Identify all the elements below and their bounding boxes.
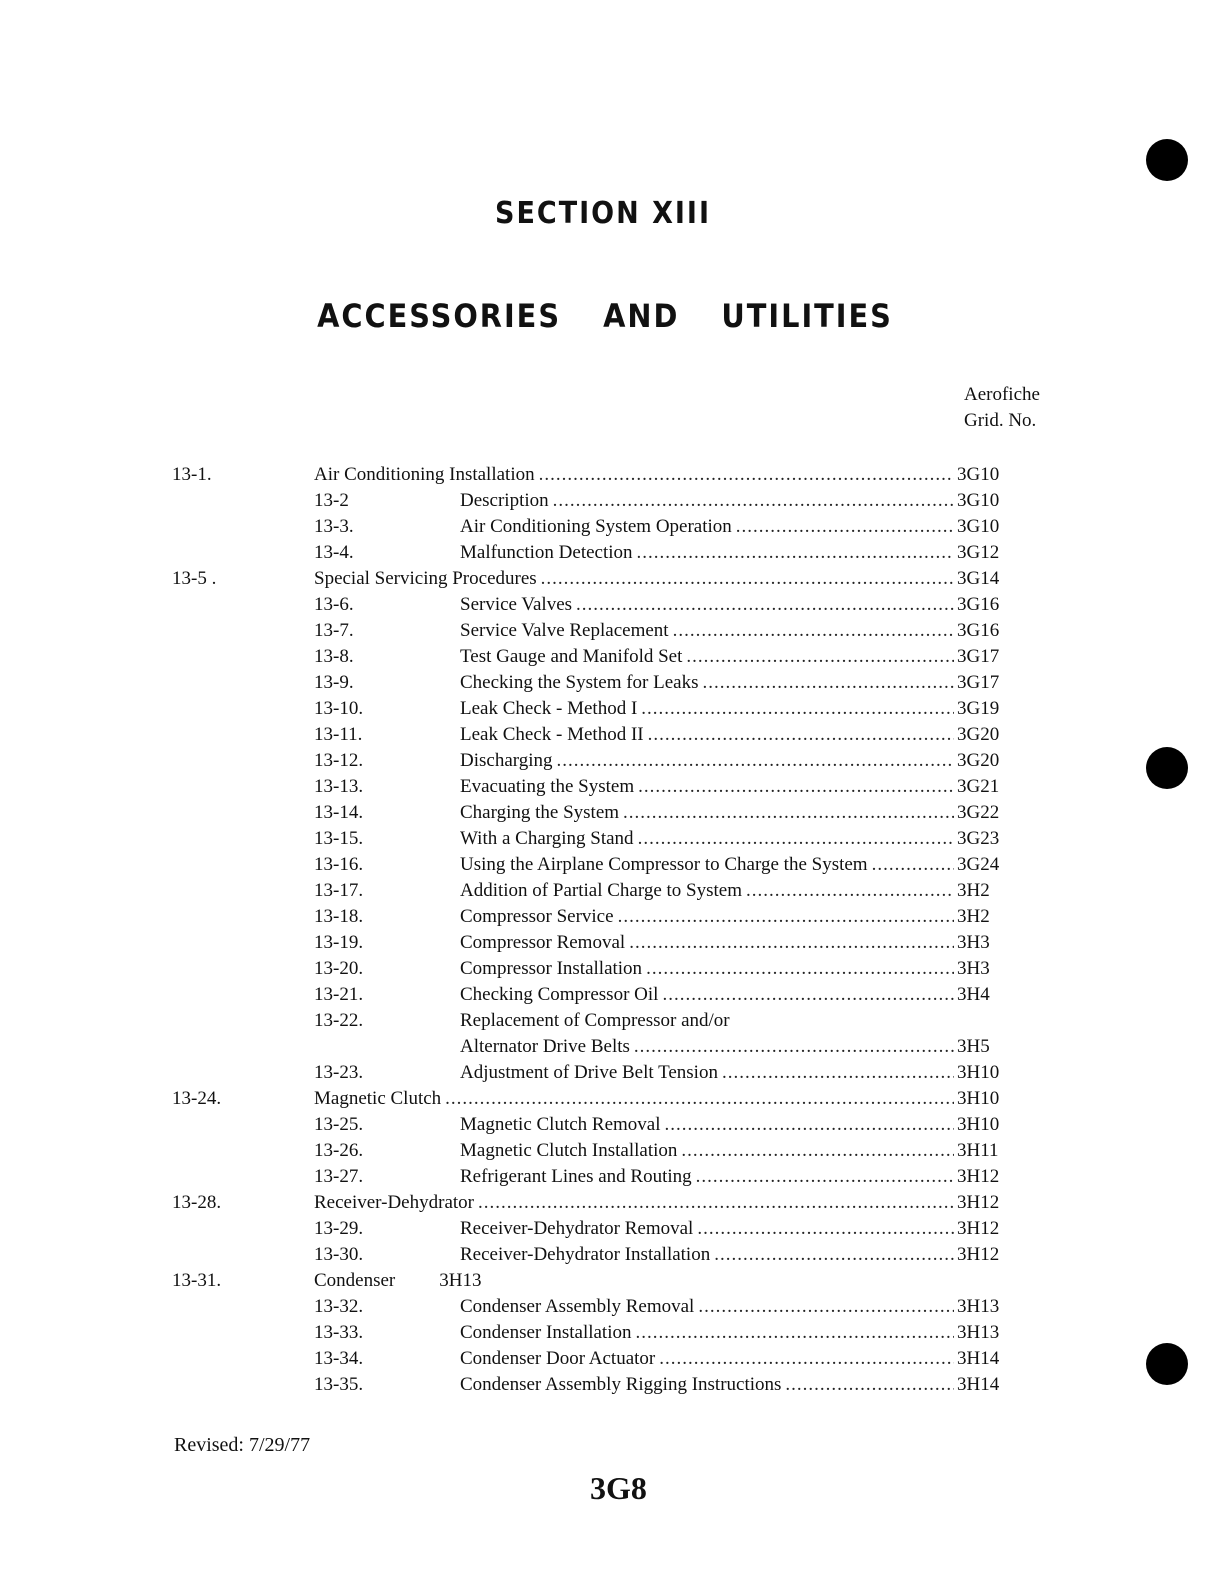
dot-leader	[785, 1372, 954, 1398]
toc-entry-number: 13-20.	[314, 958, 364, 979]
dot-leader	[445, 1086, 954, 1112]
toc-entry-title: Receiver-Dehydrator Installation	[460, 1244, 711, 1265]
toc-entry	[172, 592, 1012, 618]
toc-entry-title: Test Gauge and Manifold Set	[460, 646, 683, 667]
toc-entry-grid-number: 3G16	[957, 594, 1000, 615]
toc-entry	[172, 800, 1012, 826]
dot-leader	[629, 930, 954, 956]
toc-entry-grid-number: 3G12	[957, 542, 1000, 563]
toc-entry-number: 13-30.	[314, 1244, 364, 1265]
toc-entry	[172, 1216, 1012, 1242]
dot-leader	[638, 826, 954, 852]
dot-leader	[576, 592, 954, 618]
dot-leader	[541, 566, 954, 592]
toc-entry-number: 13-23.	[314, 1062, 364, 1083]
toc-entry-grid-number: 3G24	[957, 854, 1000, 875]
toc-entry	[172, 748, 1012, 774]
toc-entry	[172, 1372, 1012, 1398]
toc-entry-number: 13-8.	[314, 646, 354, 667]
dot-leader	[618, 904, 954, 930]
dot-leader	[557, 748, 954, 774]
toc-entry-number: 13-28.	[172, 1192, 222, 1213]
toc-entry-grid-number: 3H12	[957, 1244, 1000, 1265]
toc-entry	[172, 462, 1012, 488]
dot-leader	[641, 696, 954, 722]
toc-entry-title: Refrigerant Lines and Routing	[460, 1166, 692, 1187]
toc-entry-grid-number: 3H13	[957, 1296, 1000, 1317]
toc-entry-grid-number: 3G21	[957, 776, 1000, 797]
toc-entry-grid-number: 3H2	[957, 880, 990, 901]
toc-entry-number: 13-10.	[314, 698, 364, 719]
toc-entry-grid-number: 3G17	[957, 672, 1000, 693]
toc-entry-number: 13-17.	[314, 880, 364, 901]
toc-entry-number: 13-13.	[314, 776, 364, 797]
toc-entry-title: Compressor Installation	[460, 958, 643, 979]
toc-entry-title: Special Servicing Procedures	[314, 568, 537, 589]
toc-entry-grid-number: 3G23	[957, 828, 1000, 849]
toc-entry-number: 13-11.	[314, 724, 363, 745]
toc-entry	[172, 930, 1012, 956]
dot-leader	[634, 1034, 954, 1060]
toc-entry-grid-number: 3H14	[957, 1374, 1000, 1395]
toc-entry-number: 13-7.	[314, 620, 354, 641]
dot-leader	[686, 644, 954, 670]
dot-leader	[638, 774, 954, 800]
dot-leader	[697, 1216, 954, 1242]
toc-entry-grid-number: 3H10	[957, 1114, 1000, 1135]
toc-entry-grid-number: 3H5	[957, 1036, 990, 1057]
toc-entry-number: 13-35.	[314, 1374, 364, 1395]
dot-leader	[646, 956, 954, 982]
dot-leader	[659, 1346, 954, 1372]
toc-entry-number: 13-25.	[314, 1114, 364, 1135]
toc-entry-title: Evacuating the System	[460, 776, 635, 797]
toc-entry-number: 13-2	[314, 490, 349, 511]
toc-entry-title: Condenser Installation	[460, 1322, 632, 1343]
toc-entry	[172, 644, 1012, 670]
dot-leader	[636, 1320, 955, 1346]
toc-entry	[172, 1294, 1012, 1320]
toc-entry-number: 13-26.	[314, 1140, 364, 1161]
toc-entry-title: Addition of Partial Charge to System	[460, 880, 742, 901]
toc-entry-grid-number: 3G14	[957, 568, 1000, 589]
toc-entry	[172, 826, 1012, 852]
toc-entry	[172, 1086, 1012, 1112]
toc-entry	[172, 1346, 1012, 1372]
dot-leader	[746, 878, 954, 904]
toc-entry	[172, 1138, 1012, 1164]
toc-entry-grid-number: 3H10	[957, 1062, 1000, 1083]
toc-entry-title: Replacement of Compressor and/or	[460, 1010, 730, 1031]
revised-date: Revised: 7/29/77	[174, 1434, 311, 1456]
toc-entry-title: Magnetic Clutch Removal	[460, 1114, 661, 1135]
toc-entry-title: Condenser Assembly Removal	[460, 1296, 695, 1317]
toc-entry-title: Malfunction Detection	[460, 542, 633, 563]
toc-entry	[172, 774, 1012, 800]
dot-leader	[623, 800, 954, 826]
toc-entry-title: Leak Check - Method I	[460, 698, 638, 719]
toc-entry	[172, 1034, 1012, 1060]
toc-entry-title: Compressor Service	[460, 906, 614, 927]
binder-hole-bottom	[1146, 1343, 1188, 1385]
toc-entry-number: 13-33.	[314, 1322, 364, 1343]
toc-entry-number: 13-4.	[314, 542, 354, 563]
toc-entry-grid-number: 3G19	[957, 698, 1000, 719]
toc-entry	[172, 722, 1012, 748]
toc-entry-grid-number: 3H4	[957, 984, 990, 1005]
toc-entry-number: 13-1.	[172, 464, 212, 485]
dot-leader	[681, 1138, 954, 1164]
toc-entry-grid-number: 3G17	[957, 646, 1000, 667]
toc-entry-title: Compressor Removal	[460, 932, 626, 953]
toc-entry	[172, 488, 1012, 514]
toc-entry-number: 13-6.	[314, 594, 354, 615]
binder-hole-top	[1146, 139, 1188, 181]
toc-entry	[172, 1008, 1012, 1034]
toc-entry-number: 13-32.	[314, 1296, 364, 1317]
dot-leader	[648, 722, 954, 748]
toc-entry-grid-number: 3H14	[957, 1348, 1000, 1369]
toc-entry-number: 13-29.	[314, 1218, 364, 1239]
toc-entry-grid-number: 3G16	[957, 620, 1000, 641]
toc-entry	[172, 566, 1012, 592]
toc-entry-number: 13-12.	[314, 750, 364, 771]
toc-entry-number: 13-3.	[314, 516, 354, 537]
dot-leader	[539, 462, 954, 488]
toc-entry	[172, 982, 1012, 1008]
toc-entry	[172, 1190, 1012, 1216]
toc-entry-number: 13-18.	[314, 906, 364, 927]
toc-entry	[172, 696, 1012, 722]
toc-entry	[172, 1268, 1012, 1294]
dot-leader	[673, 618, 954, 644]
toc-entry-grid-number: 3H2	[957, 906, 990, 927]
dot-leader	[698, 1294, 954, 1320]
toc-entry-grid-number: 3H12	[957, 1192, 1000, 1213]
toc-entry	[172, 878, 1012, 904]
toc-entry	[172, 1320, 1012, 1346]
toc-entry-title: Alternator Drive Belts	[460, 1036, 630, 1057]
toc-entry	[172, 670, 1012, 696]
toc-entry-number: 13-15.	[314, 828, 364, 849]
toc-entry-title: Checking Compressor Oil	[460, 984, 659, 1005]
dot-leader	[478, 1190, 954, 1216]
dot-leader	[662, 982, 954, 1008]
toc-entry	[172, 956, 1012, 982]
toc-entry	[172, 1060, 1012, 1086]
toc-entry-grid-number: 3H12	[957, 1166, 1000, 1187]
toc-entry	[172, 618, 1012, 644]
toc-entry-title: Using the Airplane Compressor to Charge the System	[460, 854, 868, 875]
toc-entry-grid-number: 3H10	[957, 1088, 1000, 1109]
toc-entry-title: Leak Check - Method II	[460, 724, 644, 745]
toc-entry-grid-number: 3G10	[957, 490, 1000, 511]
toc-entry-grid-number: 3G20	[957, 724, 1000, 745]
toc-entry	[172, 904, 1012, 930]
dot-leader	[553, 488, 954, 514]
dot-leader	[722, 1060, 954, 1086]
grid-header-line2: Grid. No.	[964, 410, 1037, 431]
toc-entry-title: Receiver-Dehydrator Removal	[460, 1218, 694, 1239]
toc-entry-number: 13-9.	[314, 672, 354, 693]
toc-entry-grid-number: 3G22	[957, 802, 1000, 823]
grid-header-line1: Aerofiche	[964, 384, 1040, 405]
toc-entry-number: 13-27.	[314, 1166, 364, 1187]
toc-entry-number: 13-14.	[314, 802, 364, 823]
section-subtitle: ACCESSORIES AND UTILITIES	[317, 297, 893, 335]
toc-entry-title: Checking the System for Leaks	[460, 672, 699, 693]
toc-entry	[172, 1164, 1012, 1190]
toc-entry-title: Air Conditioning Installation	[314, 464, 535, 485]
toc-entry-title: Description	[460, 490, 549, 511]
toc-entry-title: Discharging	[460, 750, 553, 771]
binder-hole-middle	[1146, 747, 1188, 789]
toc-entry	[172, 852, 1012, 878]
dot-leader	[703, 670, 954, 696]
toc-entry-number: 13-34.	[314, 1348, 364, 1369]
toc-entry-grid-number: 3G10	[957, 516, 1000, 537]
toc-entry-grid-number: 3H13	[439, 1270, 482, 1291]
toc-entry	[172, 540, 1012, 566]
toc-entry-grid-number: 3H12	[957, 1218, 1000, 1239]
toc-entry-grid-number: 3H3	[957, 958, 990, 979]
toc-entry	[172, 1112, 1012, 1138]
toc-entry-title: Magnetic Clutch Installation	[460, 1140, 678, 1161]
toc-entry-grid-number: 3H3	[957, 932, 990, 953]
dot-leader	[714, 1242, 954, 1268]
toc-entry-title: Service Valves	[460, 594, 573, 615]
toc-entry	[172, 1242, 1012, 1268]
section-title: SECTION XIII	[495, 196, 711, 231]
toc-entry-number: 13-19.	[314, 932, 364, 953]
toc-entry-number: 13-22.	[314, 1010, 364, 1031]
toc-entry-title: Adjustment of Drive Belt Tension	[460, 1062, 718, 1083]
toc-entry-grid-number: 3H11	[957, 1140, 999, 1161]
table-of-contents	[172, 462, 1012, 1398]
toc-entry-number: 13-24.	[172, 1088, 222, 1109]
dot-leader	[736, 514, 954, 540]
toc-entry-title: Receiver-Dehydrator	[314, 1192, 474, 1213]
toc-entry-title: Service Valve Replacement	[460, 620, 669, 641]
dot-leader	[872, 852, 954, 878]
toc-entry-number: 13-5 .	[172, 568, 217, 589]
toc-entry-title: Condenser Assembly Rigging Instructions	[460, 1374, 782, 1395]
dot-leader	[696, 1164, 954, 1190]
toc-entry-number: 13-31.	[172, 1270, 222, 1291]
dot-leader	[637, 540, 954, 566]
toc-entry-number: 13-21.	[314, 984, 364, 1005]
toc-entry-grid-number: 3H13	[957, 1322, 1000, 1343]
toc-entry-grid-number: 3G20	[957, 750, 1000, 771]
toc-entry-grid-number: 3G10	[957, 464, 1000, 485]
toc-entry-title: Charging the System	[460, 802, 620, 823]
toc-entry-title: With a Charging Stand	[460, 828, 634, 849]
toc-entry-title: Condenser Door Actuator	[460, 1348, 656, 1369]
toc-entry-number: 13-16.	[314, 854, 364, 875]
toc-entry-title: Air Conditioning System Operation	[460, 516, 732, 537]
page-number: 3G8	[590, 1470, 647, 1506]
dot-leader	[665, 1112, 954, 1138]
toc-entry	[172, 514, 1012, 540]
toc-entry-title: Condenser	[314, 1270, 396, 1291]
toc-entry-title: Magnetic Clutch	[314, 1088, 442, 1109]
